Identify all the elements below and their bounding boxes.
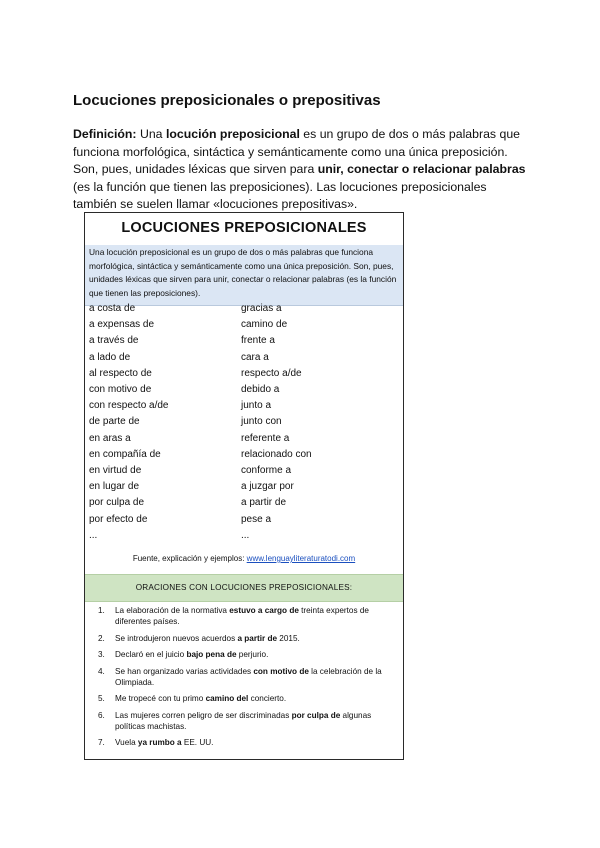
example-item xyxy=(85,605,403,627)
list-item: de parte de xyxy=(89,416,140,428)
infographic-header xyxy=(85,213,403,246)
list-item: con respecto a/de xyxy=(89,400,169,412)
example-number: 2. xyxy=(98,633,105,643)
list-item: en lugar de xyxy=(89,481,140,493)
example-item xyxy=(85,666,403,688)
example-text: perjurio. xyxy=(236,650,269,659)
list-item: a través de xyxy=(89,335,139,347)
definition-label: Definición: xyxy=(73,127,137,141)
list-item: debido a xyxy=(241,384,280,396)
examples-list xyxy=(85,605,403,754)
list-item: ... xyxy=(241,529,250,541)
list-item: pese a xyxy=(241,513,272,525)
source-label: Fuente, explicación y ejemplos: xyxy=(132,554,247,563)
source-link[interactable]: www.lenguayliteraturatodi.com xyxy=(246,554,356,563)
example-text: Me tropecé con tu primo xyxy=(115,694,206,703)
list-item: a juzgar por xyxy=(241,481,294,493)
definition-text: Una xyxy=(136,127,166,141)
list-item: junto a xyxy=(241,400,272,412)
list-item: en compañía de xyxy=(89,448,161,460)
list-item: a expensas de xyxy=(89,319,155,331)
list-item: con motivo de xyxy=(89,384,152,396)
example-number: 1. xyxy=(98,606,105,615)
example-text: la celebración de la Olimpiada. xyxy=(115,666,382,687)
example-item xyxy=(85,633,403,644)
list-item: junto con xyxy=(241,416,282,428)
example-locution: estuvo a cargo de xyxy=(229,606,299,615)
example-text: treinta expertos de diferentes países. xyxy=(115,606,369,626)
example-locution: con motivo de xyxy=(253,666,309,676)
list-item: por efecto de xyxy=(89,513,148,525)
example-number: 4. xyxy=(98,666,105,676)
example-item xyxy=(85,693,403,704)
list-item: por culpa de xyxy=(89,497,145,509)
list-item: respecto a/de xyxy=(241,367,302,379)
examples-title: ORACIONES CON LOCUCIONES PREPOSICIONALES: xyxy=(135,583,353,592)
list-item: gracias a xyxy=(241,303,282,314)
list-item: frente a xyxy=(241,335,275,347)
list-item: a costa de xyxy=(89,303,136,314)
list-item: cara a xyxy=(241,351,269,363)
example-text: Las mujeres corren peligro de ser discriminadas xyxy=(115,710,292,720)
example-text: Vuela xyxy=(115,738,138,747)
definition-paragraph xyxy=(73,126,533,214)
example-text: La elaboración de la normativa xyxy=(115,606,230,615)
list-item: conforme a xyxy=(241,465,292,477)
example-text: concierto. xyxy=(248,694,287,703)
list-item: relacionado con xyxy=(241,448,312,460)
definition-term: locución preposicional xyxy=(165,127,300,141)
list-item: camino de xyxy=(241,319,288,331)
definition-text: (es la función que tienen las preposiciones). Las locuciones preposicionales también se suelen llamar «locuciones prepositivas». xyxy=(73,179,487,211)
example-number: 7. xyxy=(98,738,105,747)
intro-text: Una locución preposicional es un grupo de dos o más palabras que funciona morfológica, sintáctica y semánticamente como una única preposición. Son, pues, unidades léxicas que sirven para unir, conectar o relacionar palabras (es la función que tienen las preposiciones). xyxy=(89,247,397,298)
list-item: a lado de xyxy=(89,351,131,363)
example-number: 5. xyxy=(98,694,105,703)
locuciones-infographic xyxy=(84,212,404,760)
intro-box xyxy=(85,245,403,306)
example-locution: ya rumbo a xyxy=(137,738,182,747)
example-text: algunas políticas machistas. xyxy=(115,710,372,731)
definition-text: es un grupo de dos o más palabras que funciona morfológica, sintáctica y semánticamente como una única preposición. Son, pues, unidades léxicas que sirven para xyxy=(73,127,521,176)
locuciones-list-left xyxy=(89,301,169,544)
example-locution: bajo pena de xyxy=(186,650,237,659)
list-item: en virtud de xyxy=(89,465,142,477)
example-text: Declaró en el juicio xyxy=(115,650,187,659)
example-locution: por culpa de xyxy=(291,710,341,720)
example-locution: camino del xyxy=(205,694,249,703)
infographic-title: LOCUCIONES PREPOSICIONALES xyxy=(121,220,367,236)
locuciones-list-right xyxy=(241,301,312,544)
list-item: en aras a xyxy=(89,432,131,444)
example-text: EE. UU. xyxy=(181,738,214,747)
example-item xyxy=(85,737,403,748)
list-item: ... xyxy=(89,529,98,541)
examples-header xyxy=(85,574,403,602)
example-number: 6. xyxy=(98,710,105,720)
list-item: a partir de xyxy=(241,497,287,509)
page-title: Locuciones preposicionales o prepositivas xyxy=(73,92,381,109)
example-item xyxy=(85,710,403,732)
source-line xyxy=(85,554,403,563)
definition-emphasis: unir, conectar o relacionar palabras xyxy=(317,162,526,176)
example-text: Se introdujeron nuevos acuerdos xyxy=(115,633,238,643)
list-item: referente a xyxy=(241,432,290,444)
example-text: Se han organizado varias actividades xyxy=(115,666,254,676)
example-item xyxy=(85,649,403,660)
list-item: al respecto de xyxy=(89,367,152,379)
example-number: 3. xyxy=(98,650,105,659)
example-text: 2015. xyxy=(277,633,300,643)
example-locution: a partir de xyxy=(237,633,278,643)
